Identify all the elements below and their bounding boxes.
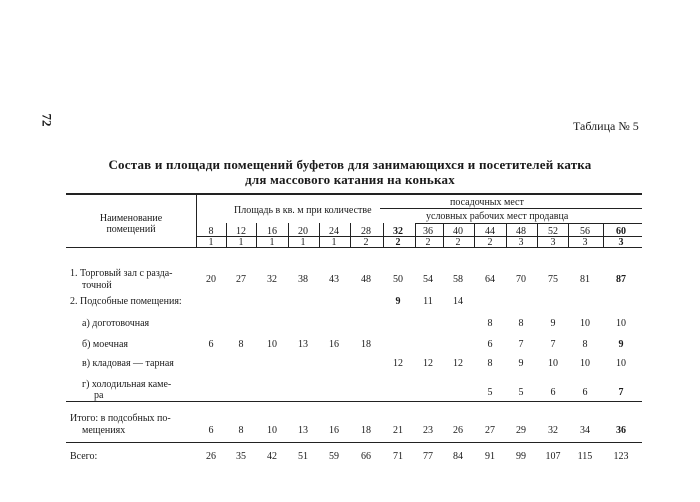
cell: 8 bbox=[582, 339, 588, 350]
cell: 59 bbox=[329, 451, 339, 462]
seats-header: посадочных мест bbox=[450, 197, 524, 208]
cell: 18 bbox=[361, 425, 371, 436]
cell: 51 bbox=[298, 451, 308, 462]
name-col-header-line2: помещений bbox=[106, 224, 156, 235]
page-number: 72 bbox=[39, 113, 55, 127]
row-label: г) холодильная каме- bbox=[82, 379, 172, 390]
cell: 10 bbox=[548, 358, 558, 369]
cell: 8 bbox=[238, 425, 244, 436]
workplaces-cell: 3 bbox=[582, 237, 588, 248]
cell: 6 bbox=[208, 425, 214, 436]
cell: 12 bbox=[393, 358, 403, 369]
workplaces-cell: 2 bbox=[395, 237, 401, 248]
cell: 66 bbox=[361, 451, 371, 462]
workplaces-header: условных рабочих мест продавца bbox=[426, 211, 569, 222]
seats-cell: 12 bbox=[236, 226, 246, 237]
workplaces-cell: 2 bbox=[425, 237, 431, 248]
cell: 6 bbox=[582, 387, 588, 398]
cell: 9 bbox=[395, 296, 401, 307]
cell: 81 bbox=[580, 274, 590, 285]
cell: 23 bbox=[423, 425, 433, 436]
area-header: Площадь в кв. м при количестве bbox=[234, 205, 372, 216]
cell: 9 bbox=[550, 318, 556, 329]
row-label: Итого: в подсобных по- bbox=[70, 413, 171, 424]
workplaces-cell: 2 bbox=[363, 237, 369, 248]
cell: 27 bbox=[485, 425, 495, 436]
seats-cell: 20 bbox=[298, 226, 308, 237]
row-label: а) доготовочная bbox=[82, 318, 150, 329]
name-col-header-line1: Наименование bbox=[99, 213, 163, 224]
seats-cell: 36 bbox=[423, 226, 433, 237]
cell: 7 bbox=[550, 339, 556, 350]
cell: 10 bbox=[267, 339, 277, 350]
cell: 75 bbox=[548, 274, 558, 285]
seats-cell: 44 bbox=[485, 226, 495, 237]
cell: 26 bbox=[453, 425, 463, 436]
cell: 5 bbox=[518, 387, 524, 398]
seats-cell: 40 bbox=[453, 226, 463, 237]
cell: 8 bbox=[487, 358, 493, 369]
row-label: в) кладовая — тарная bbox=[82, 358, 174, 369]
table-label: Таблица № 5 bbox=[573, 119, 639, 133]
cell: 32 bbox=[267, 274, 277, 285]
cell: 7 bbox=[518, 339, 524, 350]
row-label: б) моечная bbox=[82, 339, 128, 350]
grand-total-rule bbox=[66, 442, 642, 443]
seats-cell: 28 bbox=[361, 226, 371, 237]
workplaces-cell: 3 bbox=[550, 237, 556, 248]
cell: 10 bbox=[580, 318, 590, 329]
cell: 6 bbox=[487, 339, 493, 350]
cell: 10 bbox=[580, 358, 590, 369]
cell: 36 bbox=[616, 425, 626, 436]
cell: 18 bbox=[361, 339, 371, 350]
cell: 32 bbox=[548, 425, 558, 436]
seats-cell: 60 bbox=[616, 226, 626, 237]
cell: 115 bbox=[577, 451, 593, 462]
cell: 21 bbox=[393, 425, 403, 436]
cell: 6 bbox=[208, 339, 214, 350]
workplaces-cell: 3 bbox=[518, 237, 524, 248]
cell: 84 bbox=[453, 451, 463, 462]
cell: 54 bbox=[423, 274, 433, 285]
cell: 12 bbox=[423, 358, 433, 369]
workplaces-cell: 2 bbox=[455, 237, 461, 248]
cell: 91 bbox=[485, 451, 495, 462]
cell: 34 bbox=[580, 425, 590, 436]
cell: 5 bbox=[487, 387, 493, 398]
row-label: Всего: bbox=[70, 451, 98, 462]
cell: 8 bbox=[518, 318, 524, 329]
cell: 6 bbox=[550, 387, 556, 398]
cell: 20 bbox=[206, 274, 216, 285]
cell: 99 bbox=[516, 451, 526, 462]
cell: 14 bbox=[453, 296, 463, 307]
name-col-divider bbox=[196, 195, 197, 247]
cell: 9 bbox=[618, 339, 624, 350]
seats-cell: 24 bbox=[329, 226, 339, 237]
row-label: 2. Подсобные помещения: bbox=[70, 296, 182, 307]
workplaces-cell: 1 bbox=[238, 237, 244, 248]
seats-cell: 16 bbox=[267, 226, 277, 237]
cell: 8 bbox=[487, 318, 493, 329]
seats-cell: 8 bbox=[208, 226, 214, 237]
cell: 38 bbox=[298, 274, 308, 285]
seats-cell: 56 bbox=[580, 226, 590, 237]
workplaces-rule bbox=[415, 223, 642, 224]
cell: 64 bbox=[485, 274, 495, 285]
total-separator-rule bbox=[66, 401, 642, 402]
row-label: 1. Торговый зал с разда- bbox=[70, 268, 173, 279]
cell: 50 bbox=[393, 274, 403, 285]
cell: 16 bbox=[329, 425, 339, 436]
seats-cell: 52 bbox=[548, 226, 558, 237]
cell: 16 bbox=[329, 339, 339, 350]
workplaces-cell: 1 bbox=[208, 237, 214, 248]
cell: 29 bbox=[516, 425, 526, 436]
cell: 13 bbox=[298, 425, 308, 436]
cell: 10 bbox=[616, 318, 626, 329]
cell: 11 bbox=[423, 296, 433, 307]
cell: 27 bbox=[236, 274, 246, 285]
cell: 9 bbox=[518, 358, 524, 369]
cell: 107 bbox=[545, 451, 561, 462]
cell: 13 bbox=[298, 339, 308, 350]
cell: 35 bbox=[236, 451, 246, 462]
cell: 71 bbox=[393, 451, 403, 462]
table-title: Состав и площади помещений буфетов для занимающихся и посетителей катка bbox=[108, 157, 592, 172]
row-label-cont: точной bbox=[82, 280, 112, 291]
cell: 10 bbox=[267, 425, 277, 436]
seats-cell: 48 bbox=[516, 226, 526, 237]
cell: 48 bbox=[361, 274, 371, 285]
workplaces-cell: 2 bbox=[487, 237, 493, 248]
cell: 42 bbox=[267, 451, 277, 462]
table-subtitle: для массового катания на коньках bbox=[245, 172, 455, 187]
cell: 123 bbox=[613, 451, 629, 462]
cell: 43 bbox=[329, 274, 339, 285]
cell: 77 bbox=[423, 451, 433, 462]
workplaces-cell: 1 bbox=[331, 237, 337, 248]
cell: 87 bbox=[616, 274, 626, 285]
row-label-cont: ра bbox=[94, 390, 104, 401]
cell: 26 bbox=[206, 451, 216, 462]
cell: 8 bbox=[238, 339, 244, 350]
cell: 58 bbox=[453, 274, 463, 285]
cell: 10 bbox=[616, 358, 626, 369]
cell: 12 bbox=[453, 358, 463, 369]
cell: 7 bbox=[618, 387, 624, 398]
workplaces-cell: 1 bbox=[300, 237, 306, 248]
workplaces-cell: 1 bbox=[269, 237, 275, 248]
row-label-cont: мещениях bbox=[82, 425, 126, 436]
seats-rule bbox=[380, 208, 642, 209]
table-top-rule bbox=[66, 193, 642, 195]
cell: 70 bbox=[516, 274, 526, 285]
workplaces-cell: 3 bbox=[618, 237, 624, 248]
seats-cell: 32 bbox=[393, 226, 403, 237]
